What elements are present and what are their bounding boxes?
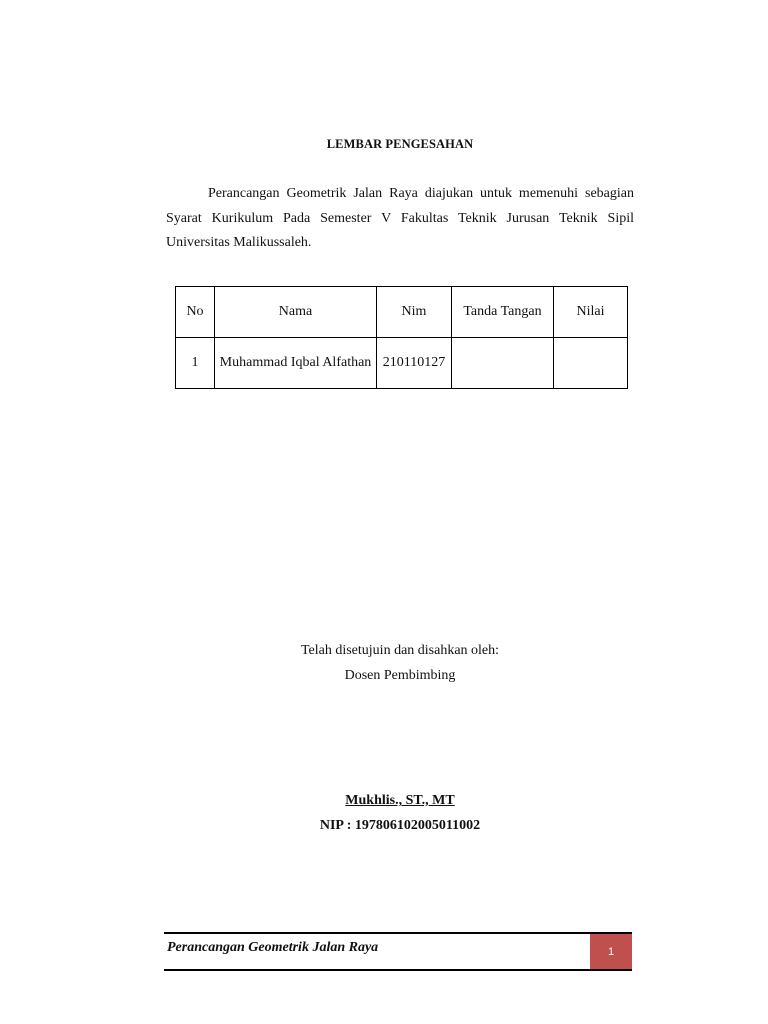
header-nim: Nim <box>377 287 452 338</box>
header-tanda-tangan: Tanda Tangan <box>452 287 554 338</box>
cell-nilai <box>554 338 628 389</box>
approval-block <box>0 638 768 688</box>
signer-nip: NIP : 197806102005011002 <box>319 818 481 833</box>
intro-paragraph: Perancangan Geometrik Jalan Raya diajukan untuk memenuhi sebagian Syarat Kurikulum Pada Semester V Fakultas Teknik Jurusan Teknik Sipil Universitas Malikussaleh. <box>166 186 634 250</box>
approval-table <box>175 286 628 389</box>
cell-nama: Muhammad Iqbal Alfathan <box>215 338 377 389</box>
cell-no: 1 <box>176 338 215 389</box>
page-title: LEMBAR PENGESAHAN <box>326 137 474 151</box>
header-nilai: Nilai <box>554 287 628 338</box>
approval-role: Dosen Pembimbing <box>344 668 456 683</box>
header-nama: Nama <box>215 287 377 338</box>
cell-tanda-tangan <box>452 338 554 389</box>
table-header-row <box>176 287 628 338</box>
cell-nim: 210110127 <box>377 338 452 389</box>
header-no: No <box>176 287 215 338</box>
footer-title: Perancangan Geometrik Jalan Raya <box>167 940 379 955</box>
approval-statement: Telah disetujuin dan disahkan oleh: <box>300 643 500 658</box>
page-footer <box>164 932 632 971</box>
signer-block <box>0 788 768 838</box>
page-number-badge: 1 <box>590 934 632 969</box>
table-row <box>176 338 628 389</box>
signer-name: Mukhlis., ST., MT <box>345 793 455 808</box>
